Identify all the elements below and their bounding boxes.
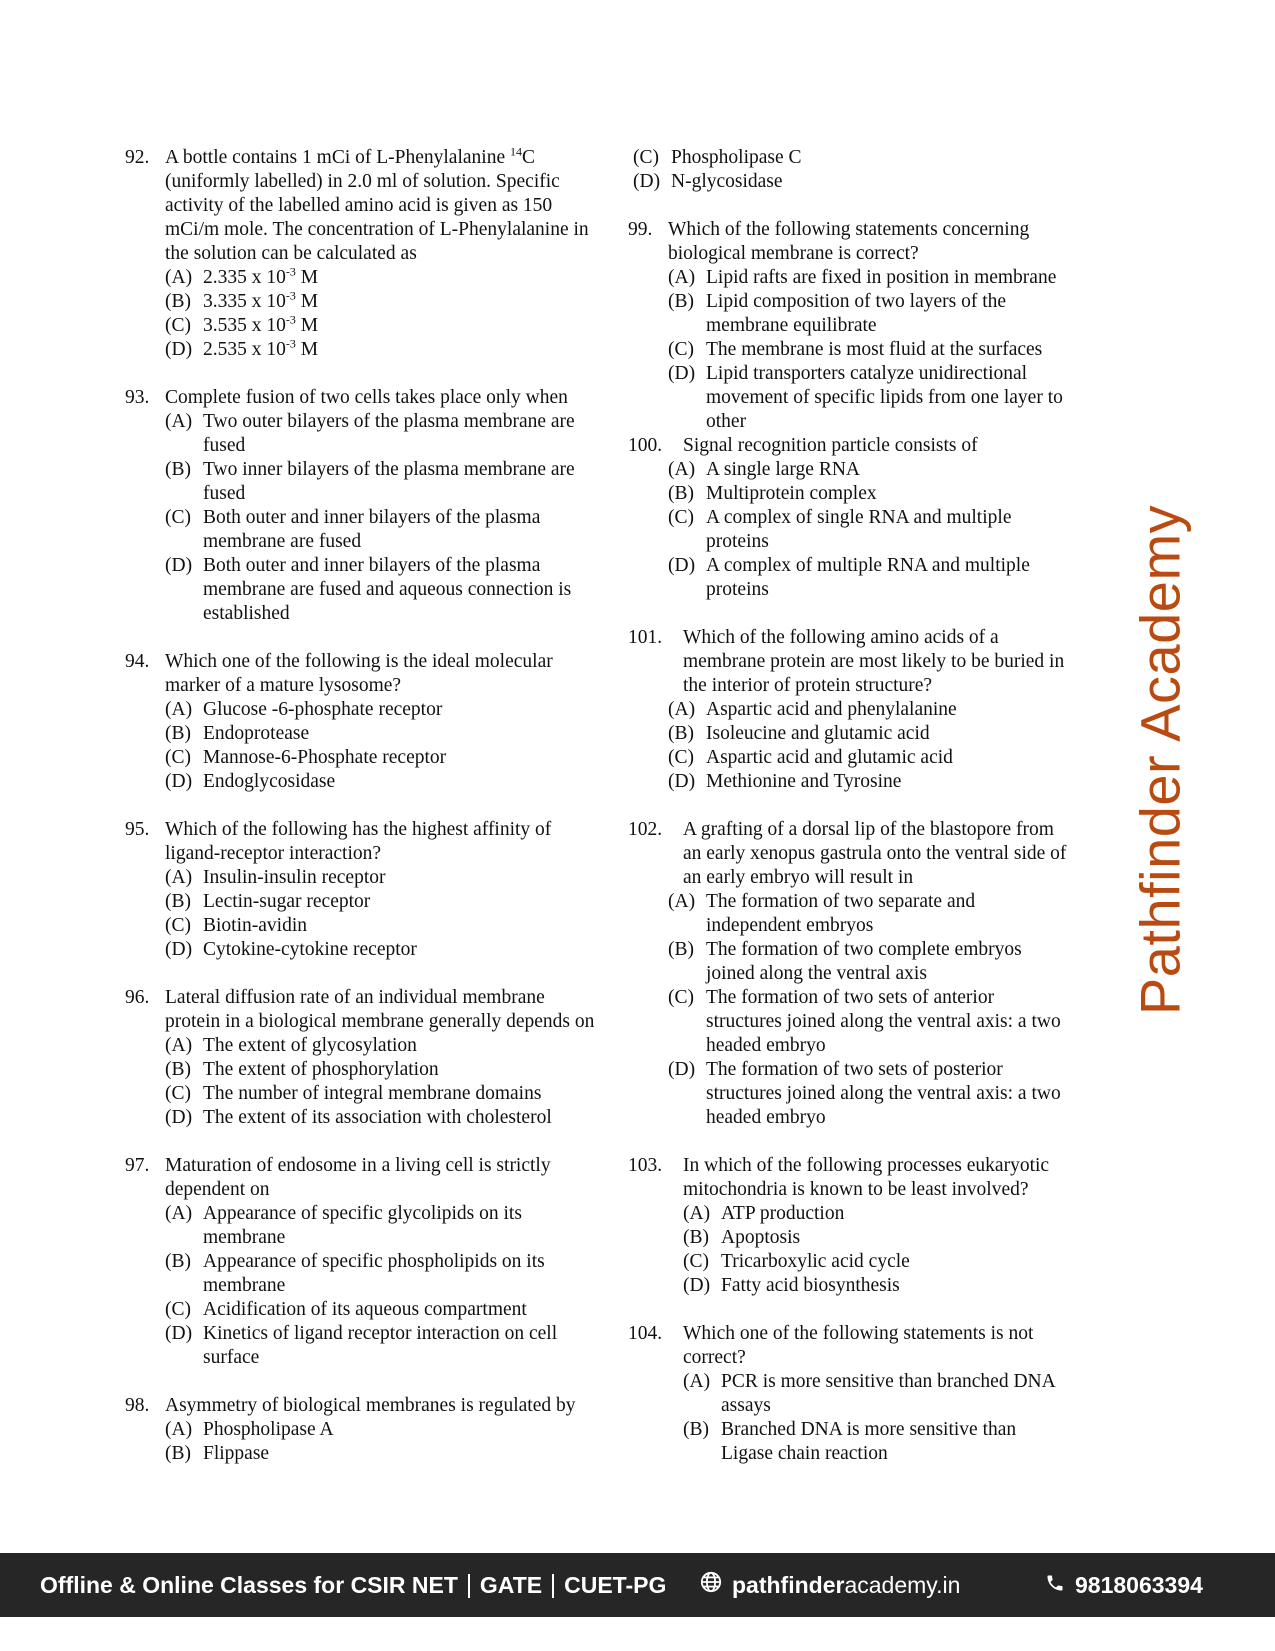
option-label: (C) xyxy=(165,507,191,528)
option-text: Methionine and Tyrosine xyxy=(706,771,902,792)
option-label: (D) xyxy=(165,771,193,792)
option-label: (C) xyxy=(165,1299,191,1320)
option-item xyxy=(165,914,595,938)
option-text: A complex of multiple RNA and multiple proteins xyxy=(706,555,1030,600)
option-text: Apoptosis xyxy=(721,1227,801,1248)
option-label: (C) xyxy=(165,1083,191,1104)
option-label: (A) xyxy=(165,699,193,720)
question-text: A grafting of a dorsal lip of the blastopore from an early xenopus gastrula onto the ventral side of an early embryo will result in xyxy=(683,819,1067,888)
footer-bar xyxy=(0,1553,1275,1617)
option-item xyxy=(165,290,595,314)
option-text: Glucose -6-phosphate receptor xyxy=(203,699,443,720)
option-label: (B) xyxy=(683,1419,709,1440)
option-item xyxy=(165,1106,595,1130)
option-list xyxy=(165,410,595,626)
option-text: Two outer bilayers of the plasma membrane are fused xyxy=(203,411,575,456)
option-text: The extent of glycosylation xyxy=(203,1035,417,1056)
option-label: (A) xyxy=(165,1419,193,1440)
option-item xyxy=(683,1250,1068,1274)
option-label: (A) xyxy=(165,1035,193,1056)
option-text: The formation of two complete embryos joined along the ventral axis xyxy=(706,939,1022,984)
footer-web-bold: pathfinder xyxy=(732,1571,845,1598)
option-item xyxy=(668,266,1068,290)
question-text: Which of the following has the highest affinity of ligand-receptor interaction? xyxy=(165,819,552,864)
option-text: Two inner bilayers of the plasma membrane are fused xyxy=(203,459,575,504)
question-stem xyxy=(125,818,595,866)
option-item xyxy=(668,746,1068,770)
option-item xyxy=(683,1370,1068,1418)
option-label: (B) xyxy=(668,939,694,960)
option-label: (C) xyxy=(668,987,694,1008)
option-label: (B) xyxy=(165,723,191,744)
option-text: The number of integral membrane domains xyxy=(203,1083,542,1104)
footer-web-rest: academy.in xyxy=(844,1571,961,1598)
option-text: Appearance of specific phospholipids on its membrane xyxy=(203,1251,545,1296)
option-item xyxy=(165,746,595,770)
option-text: 3.335 x $10^{-3}$ M xyxy=(203,288,319,312)
option-label: (C) xyxy=(668,507,694,528)
option-item xyxy=(668,890,1068,938)
option-item xyxy=(165,698,595,722)
option-label: (B) xyxy=(668,291,694,312)
question-block xyxy=(125,650,595,794)
question-number: 95. xyxy=(125,819,150,840)
question-stem xyxy=(628,818,1068,890)
option-text: Both outer and inner bilayers of the plasma membrane are fused xyxy=(203,507,541,552)
option-item xyxy=(633,146,1068,170)
option-text: Lipid composition of two layers of the membrane equilibrate xyxy=(706,291,1007,336)
option-text: The extent of its association with cholesterol xyxy=(203,1107,552,1128)
question-stem xyxy=(628,218,1068,266)
question-number: 104. xyxy=(628,1323,663,1344)
footer-website[interactable] xyxy=(700,1571,960,1599)
option-list xyxy=(668,890,1068,1130)
option-text: Phospholipase C xyxy=(671,147,802,168)
option-text: Kinetics of ligand receptor interaction on cell surface xyxy=(203,1323,558,1368)
option-label: (A) xyxy=(165,267,193,288)
option-text: Endoprotease xyxy=(203,723,310,744)
option-item xyxy=(668,482,1068,506)
question-text: Asymmetry of biological membranes is regulated by xyxy=(165,1395,576,1416)
footer-separator xyxy=(468,1574,470,1598)
option-label: (D) xyxy=(165,939,193,960)
option-label: (D) xyxy=(683,1275,711,1296)
option-item xyxy=(165,458,595,506)
option-text: Mannose-6-Phosphate receptor xyxy=(203,747,447,768)
option-label: (A) xyxy=(668,267,696,288)
question-block xyxy=(628,434,1068,602)
question-block xyxy=(628,626,1068,794)
question-block xyxy=(628,218,1068,434)
option-item xyxy=(165,1202,595,1250)
option-item xyxy=(165,1298,595,1322)
option-text: 3.535 x $10^{-3}$ M xyxy=(203,312,319,336)
option-item xyxy=(668,770,1068,794)
option-text: Tricarboxylic acid cycle xyxy=(721,1251,910,1272)
question-block xyxy=(125,386,595,626)
option-item xyxy=(165,1418,595,1442)
question-stem xyxy=(125,1394,595,1418)
option-item xyxy=(165,1250,595,1298)
question-text: Which of the following amino acids of a membrane protein are most likely to be buried in the interior of protein structure? xyxy=(683,627,1065,696)
option-text: PCR is more sensitive than branched DNA assays xyxy=(721,1371,1055,1416)
globe-icon xyxy=(700,1571,722,1599)
option-text: Biotin-avidin xyxy=(203,915,307,936)
option-text: Cytokine-cytokine receptor xyxy=(203,939,417,960)
option-text: The formation of two separate and independent embryos xyxy=(706,891,976,936)
footer-phone-number: 9818063394 xyxy=(1075,1571,1203,1598)
option-list xyxy=(165,1418,595,1466)
option-item xyxy=(165,338,595,362)
option-label: (A) xyxy=(165,867,193,888)
option-list xyxy=(165,266,595,362)
question-continuation xyxy=(593,146,1068,194)
option-label: (D) xyxy=(165,1107,193,1128)
option-label: (A) xyxy=(668,891,696,912)
question-stem xyxy=(125,146,595,266)
question-stem xyxy=(125,650,595,698)
option-text: Appearance of specific glycolipids on its membrane xyxy=(203,1203,522,1248)
question-stem xyxy=(125,986,595,1034)
option-text: The formation of two sets of anterior structures joined along the ventral axis: a two headed embryo xyxy=(706,987,1061,1056)
option-label: (D) xyxy=(165,1323,193,1344)
option-text: Both outer and inner bilayers of the plasma membrane are fused and aqueous connection is established xyxy=(203,555,572,624)
question-block xyxy=(628,1154,1068,1298)
option-item xyxy=(165,554,595,626)
option-text: Fatty acid biosynthesis xyxy=(721,1275,900,1296)
option-label: (B) xyxy=(165,459,191,480)
option-text: Branched DNA is more sensitive than Ligase chain reaction xyxy=(721,1419,1017,1464)
option-label: (B) xyxy=(165,1251,191,1272)
option-list xyxy=(165,866,595,962)
option-list xyxy=(165,698,595,794)
question-number: 97. xyxy=(125,1155,150,1176)
question-text: Which one of the following statements is not correct? xyxy=(683,1323,1034,1368)
option-label: (B) xyxy=(683,1227,709,1248)
option-label: (B) xyxy=(668,483,694,504)
footer-cuet: CUET-PG xyxy=(564,1571,667,1598)
option-item xyxy=(165,722,595,746)
option-label: (B) xyxy=(165,1443,191,1464)
footer-separator xyxy=(552,1574,554,1598)
option-item xyxy=(668,722,1068,746)
question-number: 94. xyxy=(125,651,150,672)
option-item xyxy=(165,866,595,890)
footer-classes xyxy=(40,1572,666,1599)
question-text: Signal recognition particle consists of xyxy=(683,435,978,456)
option-label: (D) xyxy=(668,771,696,792)
question-stem xyxy=(628,1154,1068,1202)
option-list xyxy=(683,1370,1068,1466)
question-number: 93. xyxy=(125,387,150,408)
option-item xyxy=(668,986,1068,1058)
option-text: 2.335 x $10^{-3}$ M xyxy=(203,264,319,288)
option-label: (C) xyxy=(165,747,191,768)
option-text: Lipid rafts are fixed in position in membrane xyxy=(706,267,1057,288)
option-text: Acidification of its aqueous compartment xyxy=(203,1299,527,1320)
option-item xyxy=(668,458,1068,482)
option-label: (A) xyxy=(165,1203,193,1224)
option-text: Aspartic acid and phenylalanine xyxy=(706,699,957,720)
option-text: Multiprotein complex xyxy=(706,483,877,504)
question-stem xyxy=(125,386,595,410)
question-block xyxy=(628,1322,1068,1466)
option-label: (D) xyxy=(668,1059,696,1080)
option-list xyxy=(683,1202,1068,1298)
left-column xyxy=(125,146,595,1490)
option-item xyxy=(683,1226,1068,1250)
question-text: In which of the following processes eukaryotic mitochondria is known to be least involved? xyxy=(683,1155,1050,1200)
question-block xyxy=(125,818,595,962)
option-text: 2.535 x $10^{-3}$ M xyxy=(203,336,319,360)
option-label: (A) xyxy=(683,1371,711,1392)
option-text: Insulin-insulin receptor xyxy=(203,867,386,888)
question-stem xyxy=(628,626,1068,698)
question-block xyxy=(125,146,595,362)
option-label: (D) xyxy=(633,171,661,192)
option-text: The membrane is most fluid at the surfaces xyxy=(706,339,1043,360)
question-block xyxy=(125,1394,595,1466)
option-item xyxy=(165,1034,595,1058)
option-item xyxy=(165,266,595,290)
question-stem xyxy=(125,1154,595,1202)
option-label: (C) xyxy=(668,339,694,360)
question-block xyxy=(125,986,595,1130)
option-item xyxy=(165,1058,595,1082)
footer-gate: GATE xyxy=(479,1571,543,1598)
option-item xyxy=(165,938,595,962)
option-item xyxy=(683,1274,1068,1298)
option-item xyxy=(668,938,1068,986)
option-text: A single large RNA xyxy=(706,459,861,480)
option-label: (A) xyxy=(683,1203,711,1224)
question-text: Which one of the following is the ideal molecular marker of a mature lysosome? xyxy=(165,651,553,696)
question-text: Which of the following statements concerning biological membrane is correct? xyxy=(668,219,1030,264)
option-label: (D) xyxy=(165,339,193,360)
option-label: (D) xyxy=(165,555,193,576)
option-list xyxy=(165,1202,595,1370)
option-item xyxy=(165,506,595,554)
option-list xyxy=(668,266,1068,434)
option-item xyxy=(165,1442,595,1466)
question-number: 96. xyxy=(125,987,150,1008)
option-text: Lectin-sugar receptor xyxy=(203,891,371,912)
question-stem xyxy=(628,1322,1068,1370)
option-label: (C) xyxy=(668,747,694,768)
option-label: (C) xyxy=(165,915,191,936)
option-label: (B) xyxy=(165,1059,191,1080)
option-item xyxy=(683,1202,1068,1226)
option-item xyxy=(668,698,1068,722)
option-text: Isoleucine and glutamic acid xyxy=(706,723,930,744)
option-text: A complex of single RNA and multiple proteins xyxy=(706,507,1012,552)
question-number: 92. xyxy=(125,147,150,168)
question-number: 102. xyxy=(628,819,663,840)
question-text: Maturation of endosome in a living cell is strictly dependent on xyxy=(165,1155,551,1200)
option-label: (A) xyxy=(668,699,696,720)
option-list xyxy=(668,698,1068,794)
option-item xyxy=(668,338,1068,362)
option-label: (D) xyxy=(668,363,696,384)
option-label: (B) xyxy=(668,723,694,744)
option-label: (A) xyxy=(165,411,193,432)
right-column xyxy=(628,146,1068,1490)
option-list xyxy=(165,1034,595,1130)
question-block xyxy=(125,1154,595,1370)
option-item xyxy=(668,554,1068,602)
option-label: (C) xyxy=(633,147,659,168)
option-item xyxy=(165,410,595,458)
option-label: (D) xyxy=(668,555,696,576)
footer-classes-text: Offline & Online Classes for CSIR NET xyxy=(40,1571,458,1598)
brand-watermark: Pathfinder Academy xyxy=(1128,504,1192,1016)
option-text: Flippase xyxy=(203,1443,270,1464)
option-label: (B) xyxy=(165,891,191,912)
question-text: Lateral diffusion rate of an individual membrane protein in a biological membrane generally depends on xyxy=(165,987,595,1032)
option-text: Aspartic acid and glutamic acid xyxy=(706,747,953,768)
option-text: Endoglycosidase xyxy=(203,771,336,792)
option-item xyxy=(165,890,595,914)
option-item xyxy=(633,170,1068,194)
question-text: A bottle contains 1 mCi of L-Phenylalanine $^{14}$C (uniformly labelled) in 2.0 ml of solution. Specific activity of the labelled amino acid is given as 150 mCi/m mole. The concentration of L-Phenylalanine in the solution can be calculated as xyxy=(165,144,589,264)
question-block xyxy=(628,818,1068,1130)
option-item xyxy=(683,1418,1068,1466)
option-item xyxy=(668,506,1068,554)
option-text: N-glycosidase xyxy=(671,171,783,192)
option-text: The formation of two sets of posterior structures joined along the ventral axis: a two headed embryo xyxy=(706,1059,1061,1128)
option-label: (A) xyxy=(668,459,696,480)
option-text: The extent of phosphorylation xyxy=(203,1059,439,1080)
option-list xyxy=(633,146,1068,194)
option-text: Lipid transporters catalyze unidirectional movement of specific lipids from one layer to other xyxy=(706,363,1063,432)
question-number: 98. xyxy=(125,1395,150,1416)
option-item xyxy=(165,314,595,338)
option-item xyxy=(165,1322,595,1370)
option-text: Phospholipase A xyxy=(203,1419,334,1440)
question-number: 103. xyxy=(628,1155,663,1176)
option-label: (C) xyxy=(165,315,191,336)
option-item xyxy=(668,290,1068,338)
option-item xyxy=(165,770,595,794)
option-label: (C) xyxy=(683,1251,709,1272)
footer-phone[interactable] xyxy=(1045,1572,1203,1599)
option-item xyxy=(668,362,1068,434)
question-stem xyxy=(628,434,1068,458)
option-text: ATP production xyxy=(721,1203,845,1224)
question-number: 99. xyxy=(628,219,653,240)
question-number: 101. xyxy=(628,627,663,648)
option-item xyxy=(165,1082,595,1106)
phone-icon xyxy=(1045,1572,1065,1599)
option-item xyxy=(668,1058,1068,1130)
option-list xyxy=(668,458,1068,602)
option-label: (B) xyxy=(165,291,191,312)
question-text: Complete fusion of two cells takes place only when xyxy=(165,387,568,408)
question-number: 100. xyxy=(628,435,663,456)
